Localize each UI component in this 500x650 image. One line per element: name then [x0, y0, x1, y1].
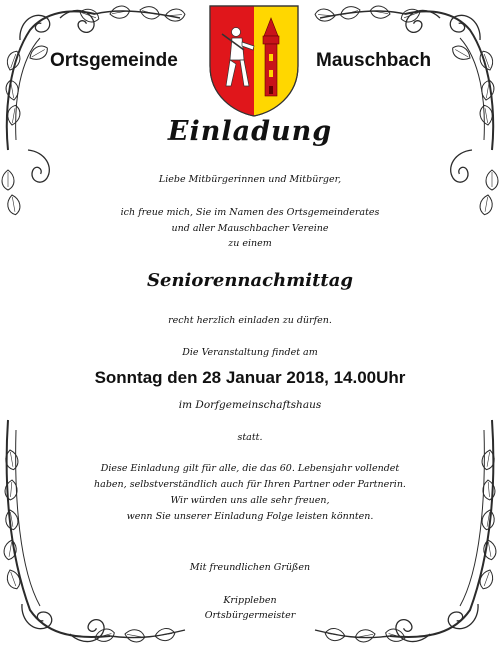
venue: im Dorfgemeinschaftshaus [178, 399, 322, 411]
village-name: Mauschbach [316, 50, 432, 71]
event-name: Seniorennachmittag [147, 270, 353, 291]
details-line: Wir würden uns alle sehr freuen, [170, 495, 330, 506]
intro-line: ich freue mich, Sie im Namen des Ortsgemeinderates [120, 207, 380, 218]
venue-suffix: statt. [237, 432, 263, 443]
intro-line: und aller Mauschbacher Vereine [171, 223, 329, 234]
event-intro: Die Veranstaltung findet am [182, 347, 318, 358]
coat-of-arms-icon [208, 4, 300, 118]
closing: Mit freundlichen Grüßen [189, 562, 311, 573]
details-line: Diese Einladung gilt für alle, die das 60. Lebensjahr vollendet [100, 463, 400, 474]
page-title: Einladung [167, 116, 333, 147]
signatory-role: Ortsbürgermeister [204, 610, 296, 621]
signatory-name: Krippleben [223, 595, 277, 606]
details-line: wenn Sie unserer Einladung Folge leisten könnten. [126, 511, 374, 522]
intro-line: zu einem [228, 238, 272, 249]
greeting: Liebe Mitbürgerinnen und Mitbürger, [158, 174, 342, 185]
details-line: haben, selbstverständlich auch für Ihren Partner oder Partnerin. [94, 479, 406, 490]
event-date: Sonntag den 28 Januar 2018, 14.00Uhr [94, 368, 406, 387]
invite-line: recht herzlich einladen zu dürfen. [168, 315, 332, 326]
municipality-label: Ortsgemeinde [50, 50, 178, 71]
